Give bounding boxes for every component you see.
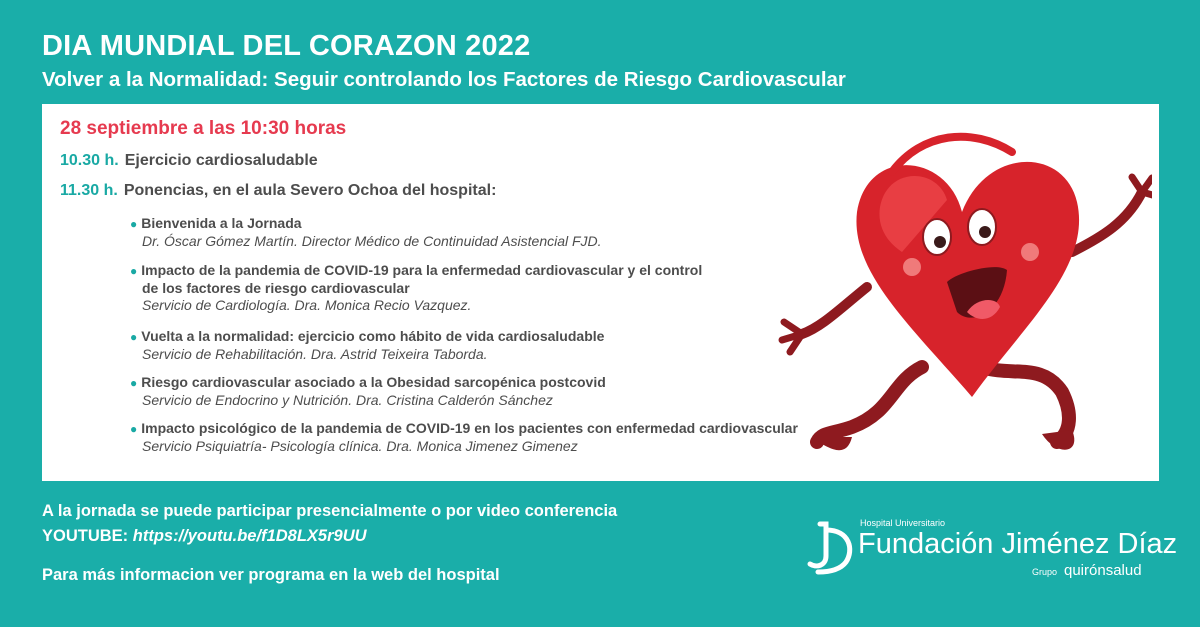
schedule-time: 11.30 h. xyxy=(60,182,118,199)
bullet-icon: ● xyxy=(130,422,138,436)
talk-item xyxy=(130,262,850,314)
bullet-icon: ● xyxy=(130,217,138,231)
logo-brand: quirónsalud xyxy=(1064,562,1142,579)
page-subtitle: Volver a la Normalidad: Seguir controlando los Factores de Riesgo Cardiovascular xyxy=(42,68,846,91)
talk-speaker: Servicio de Endocrino y Nutrición. Dra. Cristina Calderón Sánchez xyxy=(142,392,553,408)
talk-speaker: Servicio de Cardiología. Dra. Monica Recio Vazquez. xyxy=(142,297,472,313)
talk-item xyxy=(130,215,850,250)
schedule-text: Ejercicio cardiosaludable xyxy=(124,152,318,169)
talk-title: Impacto de la pandemia de COVID-19 para la enfermedad cardiovascular y el control xyxy=(141,262,703,278)
talk-title: Bienvenida a la Jornada xyxy=(141,215,302,231)
page-title: DIA MUNDIAL DEL CORAZON 2022 xyxy=(42,30,531,62)
schedule-item-talks xyxy=(60,182,496,200)
talk-title: Vuelta a la normalidad: ejercicio como hábito de vida cardiosaludable xyxy=(141,328,605,344)
logo-grupo: Grupo xyxy=(1032,567,1058,577)
talk-speaker: Servicio de Rehabilitación. Dra. Astrid Teixeira Taborda. xyxy=(142,346,488,362)
program-panel xyxy=(42,104,1159,481)
talk-title: Impacto psicológico de la pandemia de COVID-19 en los pacientes con enfermedad cardiovascular xyxy=(141,420,798,436)
schedule-time: 10.30 h. xyxy=(60,152,119,169)
talk-item xyxy=(130,328,850,363)
more-info-text: Para más informacion ver programa en la web del hospital xyxy=(42,566,500,584)
event-date: 28 septiembre a las 10:30 horas xyxy=(60,118,347,139)
running-heart-icon xyxy=(772,112,1152,472)
talk-title: Riesgo cardiovascular asociado a la Obesidad sarcopénica postcovid xyxy=(141,374,606,390)
jd-logo-icon xyxy=(806,520,856,576)
bullet-icon: ● xyxy=(130,376,138,390)
talk-item xyxy=(130,374,850,409)
schedule-item-exercise xyxy=(60,152,318,170)
participation-text: A la jornada se puede participar presencialmente o por video conferencia xyxy=(42,502,618,520)
talk-speaker: Servicio Psiquiatría- Psicología clínica. Dra. Monica Jimenez Gimenez xyxy=(142,438,578,454)
youtube-link[interactable]: https://youtu.be/f1D8LX5r9UU xyxy=(132,527,367,545)
talk-speaker: Dr. Óscar Gómez Martín. Director Médico de Continuidad Asistencial FJD. xyxy=(142,233,602,249)
logo-name: Fundación Jiménez Díaz xyxy=(858,528,1178,560)
talk-title-continued: de los factores de riesgo cardiovascular xyxy=(142,280,410,296)
logo-subtitle: Hospital Universitario xyxy=(860,518,946,528)
schedule-text: Ponencias, en el aula Severo Ochoa del hospital: xyxy=(123,182,497,199)
hospital-logo xyxy=(806,518,1178,588)
youtube-line xyxy=(42,527,367,546)
bullet-icon: ● xyxy=(130,330,138,344)
youtube-label: YOUTUBE: xyxy=(42,527,133,545)
bullet-icon: ● xyxy=(130,264,138,278)
